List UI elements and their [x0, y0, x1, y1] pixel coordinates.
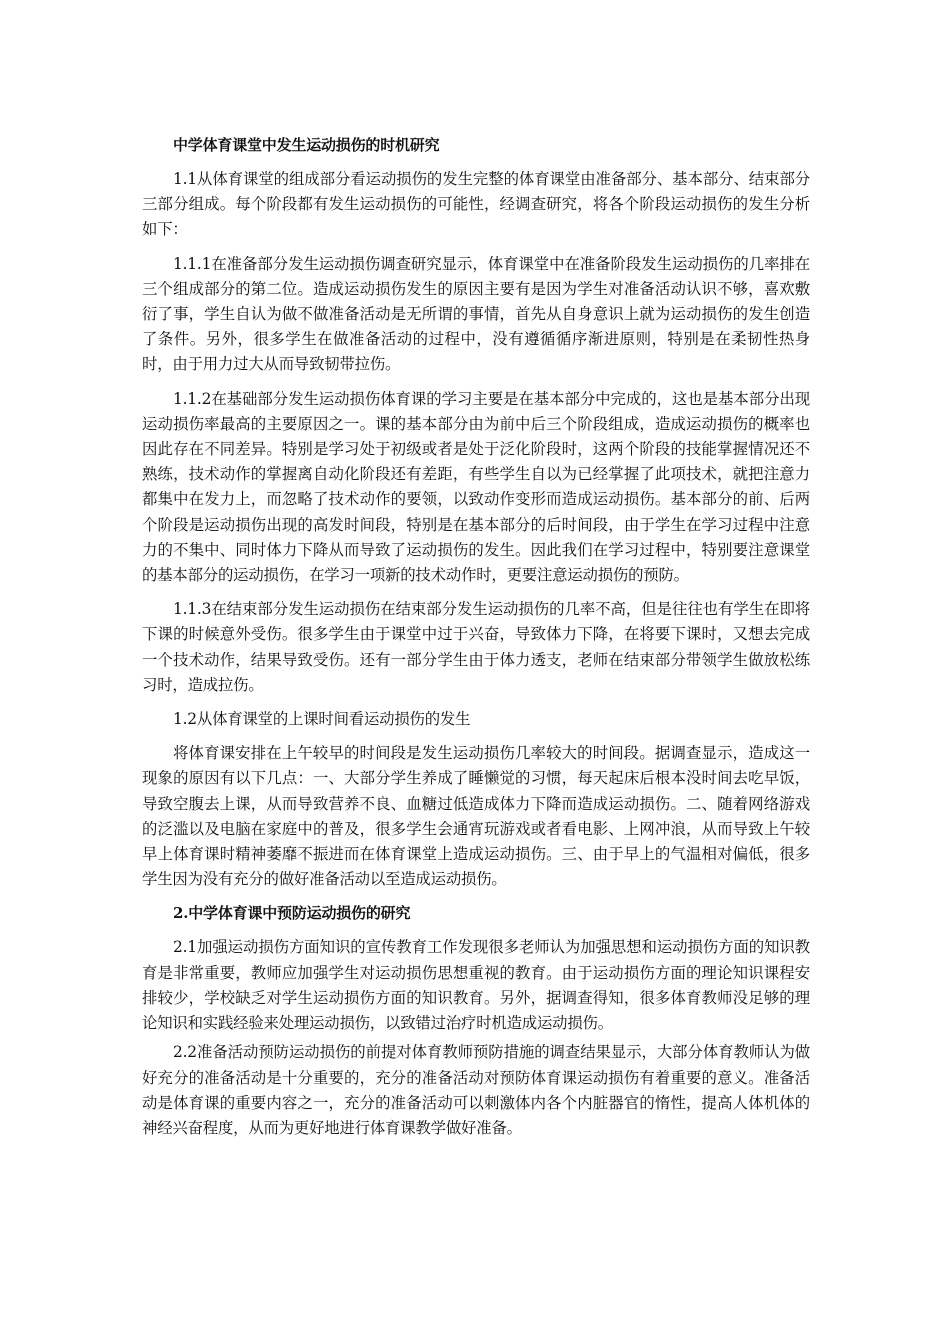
paragraph-1-2-body: 将体育课安排在上午较早的时间段是发生运动损伤几率较大的时间段。据调查显示，造成这一现象的原因有以下几点：一、大部分学生养成了睡懒觉的习惯，每天起床后根本没时间去吃早饭，导致空腹去上课，从而导致营养不良、血糖过低造成体力下降而造成运动损伤。二、随着网络游戏的泛滥以及电脑在家庭中的普及，很多学生会通宵玩游戏或者看电影、上网冲浪，从而导致上午较早上体育课时精神萎靡不振进而在体育课堂上造成运动损伤。三、由于早上的气温相对偏低，很多学生因为没有充分的做好准备活动以至造成运动损伤。 — [142, 744, 810, 889]
paragraph-1-1-2: 1.1.2在基础部分发生运动损伤体育课的学习主要是在基本部分中完成的，这也是基本部分出现运动损伤率最高的主要原因之一。课的基本部分由为前中后三个阶段组成，造成运动损伤的概率也因此存在不同差异。特别是学习处于初级或者是处于泛化阶段时，这两个阶段的技能掌握情况还不熟练，技术动作的掌握离自动化阶段还有差距，有些学生自以为已经掌握了此项技术，就把注意力都集中在发力上，而忽略了技术动作的要领，以致动作变形而造成运动损伤。基本部分的前、后两个阶段是运动损伤出现的高发时间段，特别是在基本部分的后时间段，由于学生在学习过程中注意力的不集中、同时体力下降从而导致了运动损伤的发生。因此我们在学习过程中，特别要注意课堂的基本部分的运动损伤，在学习一项新的技术动作时，更要注意运动损伤的预防。 — [142, 389, 810, 585]
paragraph-2-1: 2.1加强运动损伤方面知识的宣传教育工作发现很多老师认为加强思想和运动损伤方面的知识教育是非常重要，教师应加强学生对运动损伤思想重视的教育。由于运动损伤方面的理论知识课程安排较少，学校缺乏对学生运动损伤方面的知识教育。另外，据调查得知，很多体育教师没足够的理论知识和实践经验来处理运动损伤，以致错过治疗时机造成运动损伤。 — [142, 938, 810, 1033]
document-page — [142, 133, 810, 1141]
document-title: 中学体育课堂中发生运动损伤的时机研究 — [173, 136, 440, 154]
paragraph-1-1: 1.1从体育课堂的组成部分看运动损伤的发生完整的体育课堂由准备部分、基本部分、结束部分三部分组成。每个阶段都有发生运动损伤的可能性，经调查研究，将各个阶段运动损伤的发生分析如下： — [142, 170, 810, 239]
paragraph-1-1-1: 1.1.1在准备部分发生运动损伤调查研究显示，体育课堂中在准备阶段发生运动损伤的几率排在三个组成部分的第二位。造成运动损伤发生的原因主要有是因为学生对准备活动认识不够，喜欢敷衍了事，学生自认为做不做准备活动是无所谓的事情，首先从自身意识上就为运动损伤的发生创造了条件。另外，很多学生在做准备活动的过程中，没有遵循循序渐进原则，特别是在柔韧性热身时，由于用力过大从而导致韧带拉伤。 — [142, 254, 810, 374]
paragraph-1-1-3: 1.1.3在结束部分发生运动损伤在结束部分发生运动损伤的几率不高，但是往往也有学生在即将下课的时候意外受伤。很多学生由于课堂中过于兴奋，导致体力下降，在将要下课时，又想去完成一个技术动作，结果导致受伤。还有一部分学生由于体力透支，老师在结束部分带领学生做放松练习时，造成拉伤。 — [142, 600, 810, 694]
section-2-title: 2.中学体育课中预防运动损伤的研究 — [173, 904, 411, 923]
paragraph-1-2-heading: 1.2从体育课堂的上课时间看运动损伤的发生 — [173, 710, 471, 729]
paragraph-2-2: 2.2准备活动预防运动损伤的前提对体育教师预防措施的调查结果显示，大部分体育教师认为做好充分的准备活动是十分重要的，充分的准备活动对预防体育课运动损伤有着重要的意义。准备活动是体育课的重要内容之一，充分的准备活动可以刺激体内各个内脏器官的惰性，提高人体机体的神经兴奋程度，从而为更好地进行体育课教学做好准备。 — [142, 1043, 810, 1137]
